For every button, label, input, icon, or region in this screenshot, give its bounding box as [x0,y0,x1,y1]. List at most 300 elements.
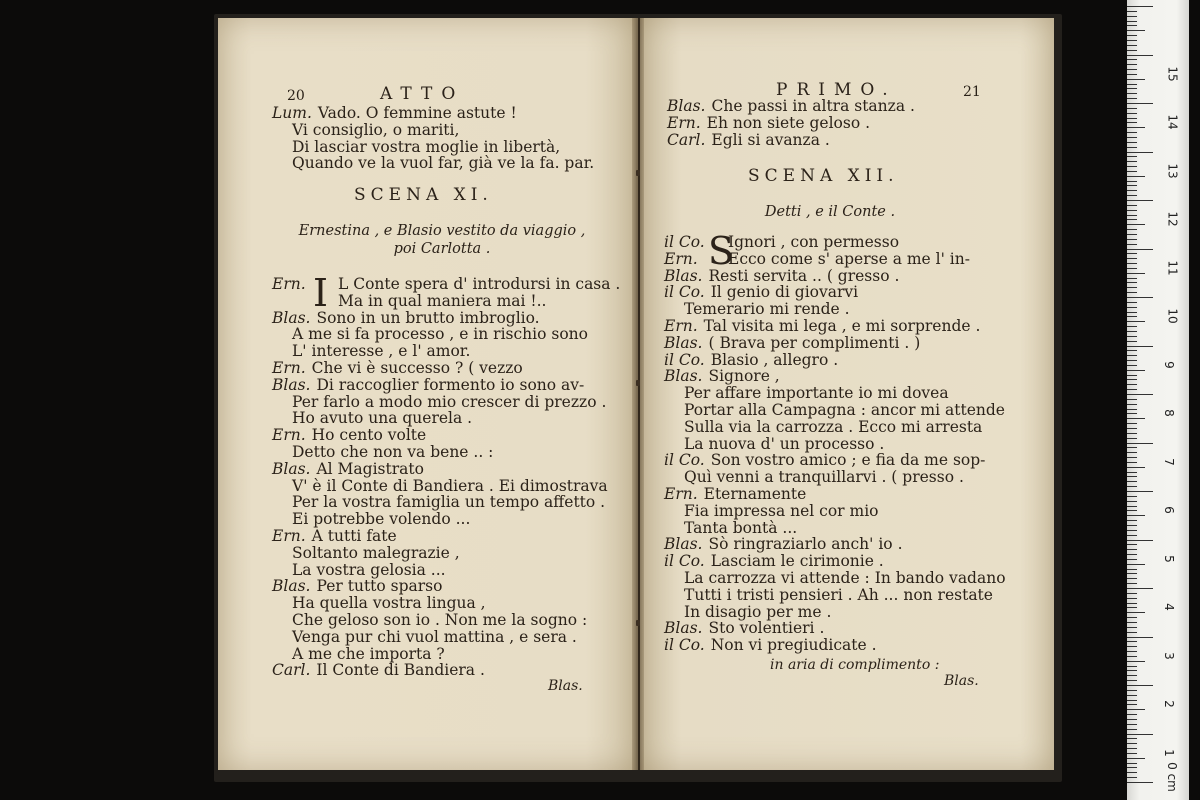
ruler-tick [1127,190,1137,191]
ruler-tick [1127,549,1137,550]
ruler-tick [1127,544,1137,545]
ruler-tick [1127,98,1137,99]
catchword-left: Blas. [548,678,583,694]
ruler-tick [1127,292,1137,293]
text-line [272,595,620,612]
ruler-tick [1127,530,1137,531]
line-text: L' interesse , e l' amor. [292,342,471,361]
ruler-tick [1127,370,1145,371]
scene-title-right: SCENA XII. [748,166,899,186]
text-line [664,553,1006,570]
drop-cap-left: I [313,271,329,315]
text-line [272,155,594,172]
speaker-label: Ern. [667,113,701,132]
text-line [272,310,620,327]
line-text: Ho avuto una querela . [292,409,473,428]
line-text: Eh non siete geloso . [706,113,871,132]
ruler-number: 13 [1165,162,1180,179]
line-text: Che passi in altra stanza . [711,97,915,115]
speaker-label: Blas. [272,577,311,596]
ruler-number: 11 [1165,259,1180,276]
ruler-tick [1127,481,1137,482]
ruler-tick [1127,670,1137,671]
line-text: Ignori , con permesso [728,233,900,251]
ruler-tick [1127,113,1137,114]
ruler-tick [1127,118,1137,119]
text-line [664,587,1006,604]
ruler-tick [1127,564,1145,565]
line-text: Son vostro amico ; e fia da me sop- [710,451,986,470]
ruler-tick [1127,399,1137,400]
ruler-tick [1127,404,1137,405]
ruler-tick [1127,763,1137,764]
ruler-tick [1127,346,1153,347]
text-line [272,629,620,646]
ruler-tick [1127,215,1137,216]
speaker-label: Blas. [272,459,311,478]
line-text: Per tutto sparso [316,577,443,596]
line-text: Tanta bontà ... [684,518,798,537]
ruler-number: 14 [1165,114,1180,130]
line-text: Sono in un brutto imbroglio. [316,308,540,327]
ruler-number: 2 [1161,700,1176,708]
ruler-tick [1127,25,1137,26]
ruler-number: 15 [1165,65,1180,82]
text-line [664,301,1006,318]
line-text: Vi consiglio, o mariti, [292,120,460,139]
text-line [272,360,620,377]
ruler-tick [1127,108,1137,109]
ruler-tick [1127,423,1137,424]
ruler-tick [1127,588,1153,589]
speaker-label: il Co. [664,451,705,470]
text-line [664,284,1006,301]
line-text: Ecco come s' aperse a me l' in- [728,249,970,268]
right-opening-lines [667,98,915,148]
cast-list-left [272,222,612,258]
text-line [664,318,1006,335]
line-text: La vostra gelosia ... [292,560,446,579]
speaker-label: Blas. [664,535,703,554]
line-text: Egli si avanza . [711,130,830,149]
text-line [272,394,620,411]
ruler-tick [1127,161,1137,162]
line-text: Sulla via la carrozza . Ecco mi arresta [684,417,983,436]
line-text: Che vi è successo ? ( vezzo [311,358,523,377]
ruler-tick [1127,782,1153,783]
line-text: Detto che non va bene .. : [292,442,494,461]
line-text: Blasio , allegro . [710,350,839,369]
ruler-tick [1127,142,1137,143]
line-text: Vado. O femmine astute ! [317,104,517,122]
ruler-tick [1127,21,1137,22]
ruler-tick [1127,375,1137,376]
line-text: ( Brava per complimenti . ) [708,333,921,352]
line-text: Fia impressa nel cor mio [684,501,879,520]
line-text: Resti servita .. ( gresso . [708,266,900,285]
speaker-label: il Co. [664,552,705,571]
ruler-tick [1127,88,1137,89]
ruler-tick [1127,156,1137,157]
text-line [667,115,915,132]
text-line [664,604,1006,621]
ruler-tick [1127,302,1137,303]
ruler-tick [1127,205,1137,206]
line-text: Sto volentieri . [708,619,825,638]
text-line [272,646,620,663]
speaker-label: Blas. [272,375,311,394]
text-line [272,377,620,394]
ruler-number: 1 [1161,748,1176,757]
ruler-tick [1127,772,1137,773]
text-line [664,436,1006,453]
speaker-label: Ern. [664,316,698,335]
ruler-tick [1127,486,1137,487]
text-line [664,268,1006,285]
speaker-label: Blas. [272,308,311,327]
line-text: La carrozza vi attende : In bando vadano [684,568,1006,587]
ruler-tick [1127,753,1137,754]
ruler-tick [1127,656,1137,657]
ruler-tick [1127,6,1153,7]
ruler-tick [1127,457,1137,458]
text-line [272,478,620,495]
ruler-number: 8 [1161,409,1176,417]
ruler-tick [1127,79,1145,80]
ruler-tick [1127,278,1137,279]
ruler-tick [1127,152,1153,153]
ruler-number: 4 [1161,603,1176,611]
ruler-tick [1127,443,1153,444]
text-line [272,545,620,562]
ruler-tick [1127,685,1153,686]
text-line [664,368,1006,385]
text-line [272,511,620,528]
ruler-number: 10 [1165,308,1180,324]
line-text: A me si fa processo , e in rischio sono [292,325,588,344]
line-text: Quì venni a tranquillarvi . ( presso . [684,468,964,487]
ruler-tick [1127,30,1145,31]
ruler-tick [1127,239,1137,240]
ruler-tick [1127,491,1153,492]
speaker-label: Blas. [664,333,703,352]
ruler-tick [1127,307,1137,308]
ruler-tick [1127,166,1137,167]
text-line [272,410,620,427]
text-line [664,385,1006,402]
speaker-label: il Co. [664,636,705,655]
ruler-tick [1127,55,1153,56]
ruler-tick [1127,743,1137,744]
ruler-tick [1127,326,1137,327]
line-text: Signore , [708,367,780,386]
speaker-label: il Co. [664,283,705,302]
line-text: Eternamente [703,484,807,503]
text-line [664,352,1006,369]
ruler-tick [1127,200,1153,201]
measuring-ruler [1127,0,1189,800]
ruler-tick [1127,535,1137,536]
ruler-tick [1127,418,1145,419]
text-line [664,503,1006,520]
text-line [272,444,620,461]
line-text: Al Magistrato [316,459,424,478]
ruler-tick [1127,777,1137,778]
ruler-tick [1127,219,1137,220]
text-line [664,234,1006,251]
cast-line: poi Carlotta . [393,241,491,257]
ruler-number: 12 [1165,211,1180,227]
ruler-tick [1127,617,1137,618]
text-line [272,105,594,122]
text-line [664,469,1006,486]
ruler-tick [1127,253,1137,254]
ruler-tick [1127,695,1137,696]
ruler-tick [1127,651,1137,652]
stage-direction-right: in aria di complimento : [770,657,940,673]
line-text: Ha quella vostra lingua , [292,594,486,613]
ruler-tick [1127,714,1137,715]
text-line [272,343,620,360]
text-line [272,427,620,444]
ruler-tick [1127,525,1137,526]
ruler-tick [1127,360,1137,361]
ruler-tick [1127,632,1137,633]
text-line [272,326,620,343]
ruler-tick [1127,447,1137,448]
speaker-label: il Co. [664,233,705,251]
line-text: Tal visita mi lega , e mi sorprende . [703,316,981,335]
ruler-tick [1127,331,1137,332]
ruler-tick [1127,297,1153,298]
text-line [272,578,620,595]
speaker-label: Ern. [272,526,306,545]
text-line [664,637,1006,654]
ruler-tick [1127,520,1137,521]
line-text: La nuova d' un processo . [684,434,885,453]
ruler-tick [1127,496,1137,497]
ruler-tick [1127,622,1137,623]
ruler-tick [1127,103,1153,104]
ruler-tick [1127,84,1137,85]
speaker-label: Ern. [664,249,698,268]
ruler-tick [1127,181,1137,182]
ruler-tick [1127,394,1153,395]
ruler-tick [1127,287,1137,288]
line-text: Venga pur chi vuol mattina , e sera . [292,627,577,646]
ruler-tick [1127,336,1137,337]
ruler-tick [1127,506,1137,507]
running-head-left: ATTO [380,84,465,104]
ruler-tick [1127,249,1153,250]
ruler-tick [1127,738,1137,739]
ruler-tick [1127,210,1137,211]
ruler-tick [1127,573,1137,574]
ruler-tick [1127,583,1137,584]
text-line [664,620,1006,637]
speaker-label: Carl. [272,661,311,680]
speaker-label: Blas. [664,619,703,638]
text-line [667,132,915,149]
ruler-tick [1127,282,1137,283]
binding-stitch [636,620,640,626]
text-line [664,335,1006,352]
ruler-tick [1127,244,1137,245]
line-text: Il genio di giovarvi [710,283,859,302]
ruler-tick [1127,413,1137,414]
ruler-tick [1127,195,1137,196]
ruler-tick [1127,690,1137,691]
ruler-tick [1127,171,1137,172]
line-text: Lasciam le cirimonie . [710,552,884,571]
text-line [664,402,1006,419]
line-text: L Conte spera d' introdursi in casa . [338,275,621,293]
gutter [632,18,644,770]
ruler-tick [1127,321,1145,322]
binding-stitch [636,380,640,386]
ruler-tick [1127,748,1137,749]
ruler-tick [1127,45,1137,46]
text-line [667,98,915,115]
ruler-tick [1127,64,1137,65]
ruler-tick [1127,268,1137,269]
line-text: Tutti i tristi pensieri . Ah ... non restate [684,585,993,604]
ruler-number: 5 [1161,554,1176,563]
ruler-tick [1127,476,1137,477]
ruler-tick [1127,472,1137,473]
line-text: Ma in qual maniera mai !.. [338,291,547,310]
ruler-unit: 0 cm [1164,762,1179,792]
line-text: Per affare importante io mi dovea [684,384,949,403]
ruler-tick [1127,428,1137,429]
ruler-tick [1127,35,1137,36]
speaker-label: Blas. [667,97,706,115]
ruler-tick [1127,734,1153,735]
ruler-tick [1127,258,1137,259]
text-line [664,419,1006,436]
ruler-tick [1127,132,1137,133]
text-line [664,520,1006,537]
ruler-tick [1127,185,1137,186]
ruler-tick [1127,50,1137,51]
ruler-tick [1127,729,1137,730]
line-text: A tutti fate [311,526,397,545]
binding-stitch [636,170,640,176]
text-line [272,461,620,478]
line-text: In disagio per me . [684,602,832,621]
ruler-tick [1127,11,1137,12]
text-line [272,562,620,579]
ruler-tick [1127,384,1137,385]
line-text: Soltanto malegrazie , [292,543,460,562]
ruler-tick [1127,59,1137,60]
ruler-tick [1127,379,1137,380]
speaker-label: Blas. [664,367,703,386]
ruler-tick [1127,409,1137,410]
text-line [272,122,594,139]
text-line [272,139,594,156]
ruler-tick [1127,641,1137,642]
ruler-tick [1127,16,1137,17]
speaker-label: Ern. [272,275,306,293]
line-text: Di raccoglier formento io sono av- [316,375,585,394]
ruler-tick [1127,234,1137,235]
ruler-tick [1127,462,1137,463]
ruler-tick [1127,603,1137,604]
ruler-tick [1127,598,1137,599]
speaker-label: Blas. [664,266,703,285]
ruler-tick [1127,176,1145,177]
speaker-label: Lum. [272,104,312,122]
line-text: Sò ringraziarlo anch' io . [708,535,903,554]
left-opening-lines [272,105,594,172]
ruler-tick [1127,637,1153,638]
text-line [664,536,1006,553]
text-line [272,494,620,511]
text-line [272,662,620,679]
line-text: Ei potrebbe volendo ... [292,510,471,529]
speaker-label: il Co. [664,350,705,369]
ruler-number: 9 [1161,360,1176,369]
ruler-tick [1127,510,1137,511]
speaker-label: Carl. [667,130,706,149]
cast-list-right [690,203,970,221]
line-text: Di lasciar vostra moglie in libertà, [292,137,561,156]
text-line [664,452,1006,469]
ruler-tick [1127,593,1137,594]
text-line [664,570,1006,587]
line-text: Temerario mi rende . [684,300,850,319]
ruler-tick [1127,229,1137,230]
ruler-tick [1127,515,1145,516]
ruler-tick [1127,578,1137,579]
ruler-tick [1127,389,1137,390]
scene-title-left: SCENA XI. [354,185,493,205]
ruler-tick [1127,704,1137,705]
line-text: V' è il Conte di Bandiera . Ei dimostrava [292,476,608,495]
ruler-tick [1127,758,1145,759]
ruler-tick [1127,263,1137,264]
ruler-tick [1127,540,1153,541]
ruler-tick [1127,122,1137,123]
ruler-tick [1127,74,1137,75]
ruler-number: 3 [1161,651,1176,660]
ruler-tick [1127,93,1137,94]
line-text: Quando ve la vuol far, già ve la fa. par. [292,154,595,173]
line-text: Il Conte di Bandiera . [316,661,485,680]
ruler-tick [1127,501,1137,502]
ruler-tick [1127,40,1137,41]
ruler-number: 6 [1161,506,1176,514]
ruler-tick [1127,666,1137,667]
speaker-label: Ern. [272,426,306,445]
ruler-tick [1127,341,1137,342]
ruler-tick [1127,147,1137,148]
ruler-tick [1127,273,1145,274]
ruler-number: 7 [1161,457,1176,466]
line-text: Per la vostra famiglia un tempo affetto . [292,493,606,512]
ruler-tick [1127,438,1137,439]
line-text: Per farlo a modo mio crescer di prezzo . [292,392,607,411]
text-line [272,293,620,310]
ruler-tick [1127,433,1137,434]
ruler-tick [1127,767,1137,768]
ruler-tick [1127,719,1137,720]
ruler-tick [1127,224,1145,225]
ruler-tick [1127,661,1145,662]
running-head-right: PRIMO. [776,80,897,100]
ruler-tick [1127,724,1137,725]
